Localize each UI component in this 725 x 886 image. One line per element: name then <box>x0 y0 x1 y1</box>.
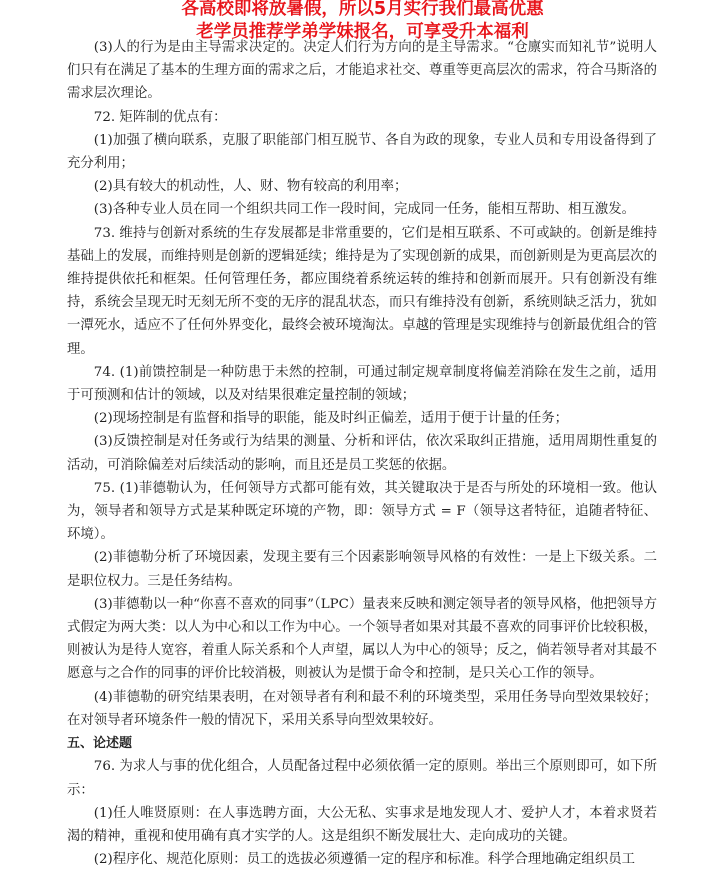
paragraph: 73. 维持与创新对系统的生存发展都是非常重要的，它们是相互联系、不可或缺的。创新是维持基础上的发展，而维持则是创新的逻辑延续；维持是为了实现创新的成果，而创新则是为更高层次的维持提供依托和框架。任何管理任务，都应围绕着系统运转的维持和创新而展开。只有创新没有维持，系统会呈现无时无刻无所不变的无序的混乱状态，而只有维持没有创新，系统则缺乏活力，犹如一潭死水，适应不了任何外界变化，最终会被环境淘汰。卓越的管理是实现维持与创新最优组合的管理。 <box>67 225 657 357</box>
paragraph: (3)菲德勒以一种“你喜不喜欢的同事”（LPC）量表来反映和测定领导者的领导风格，他把领导方式假定为两大类：以人为中心和以工作为中心。一个领导者如果对其最不喜欢的同事评价比较积极，则被认为是待人宽容，着重人际关系和个人声望，属以人为中心的领导；反之，倘若领导者对其最不愿意与之合作的同事的评价比较消极，则被认为是惯于命令和控制，是只关心工作的领导。 <box>67 596 657 682</box>
paragraph: (2)程序化、规范化原则：员工的选拔必须遵循一定的程序和标准。科学合理地确定组织员工 <box>93 852 635 868</box>
paragraph: (3)反馈控制是对任务或行为结果的测量、分析和评估，依次采取纠正措施，适用周期性重复的活动，可消除偏差对后续活动的影响，而且还是员工奖惩的依据。 <box>67 434 657 473</box>
paragraph: (4)菲德勒的研究结果表明，在对领导者有利和最不利的环境类型，采用任务导向型效果较好；在对领导者环境条件一般的情况下，采用关系导向型效果较好。 <box>67 689 657 728</box>
document-body <box>67 36 657 871</box>
banner-line-2: 老学员推荐学弟学妹报名，可享受升本福利 <box>196 22 529 42</box>
paragraph: (3)各种专业人员在同一个组织共同工作一段时间，完成同一任务，能相互帮助、相互激发。 <box>93 202 635 218</box>
paragraph: (2)具有较大的机动性，人、财、物有较高的利用率； <box>93 179 408 195</box>
section-heading: 五、论述题 <box>67 736 133 752</box>
paragraph: (2)菲德勒分析了环境因素，发现主要有三个因素影响领导风格的有效性：一是上下级关系。二是职位权力。三是任务结构。 <box>67 550 657 589</box>
paragraph: 75. (1)菲德勒认为，任何领导方式都可能有效，其关键取决于是否与所处的环境相一致。他认为，领导者和领导方式是某种既定环境的产物，即：领导方式 = F（领导这者特征，追随者特征、环境）。 <box>67 480 657 543</box>
paragraph: (2)现场控制是有监督和指导的职能，能及时纠正偏差，适用于便于计量的任务； <box>93 411 569 427</box>
paragraph: 76. 为求人与事的优化组合，人员配备过程中必须依循一定的原则。举出三个原则即可，如下所示： <box>67 759 657 798</box>
banner-line-1: 各高校即将放暑假，所以5月实行我们最高优惠 <box>181 0 544 19</box>
paragraph: 74. (1)前馈控制是一种防患于未然的控制，可通过制定规章制度将偏差消除在发生之前，适用于可预测和估计的领域，以及对结果很难定量控制的领域； <box>67 364 657 404</box>
paragraph: (1)加强了横向联系，克服了职能部门相互脱节、各自为政的现象，专业人员和专用设备得到了充分利用； <box>67 132 657 172</box>
paragraph: (3)人的行为是由主导需求决定的。决定人们行为方向的是主导需求。“仓廪实而知礼节”说明人们只有在满足了基本的生理方面的需求之后，才能追求社交、尊重等更高层次的需求，符合马斯洛的需求层次理论。 <box>67 40 657 102</box>
paragraph: 72. 矩阵制的优点有： <box>93 109 227 125</box>
paragraph: (1)任人唯贤原则：在人事选聘方面，大公无私、实事求是地发现人才、爱护人才，本着求贤若渴的精神，重视和使用确有真才实学的人。这是组织不断发展壮大、走向成功的关键。 <box>67 805 657 844</box>
